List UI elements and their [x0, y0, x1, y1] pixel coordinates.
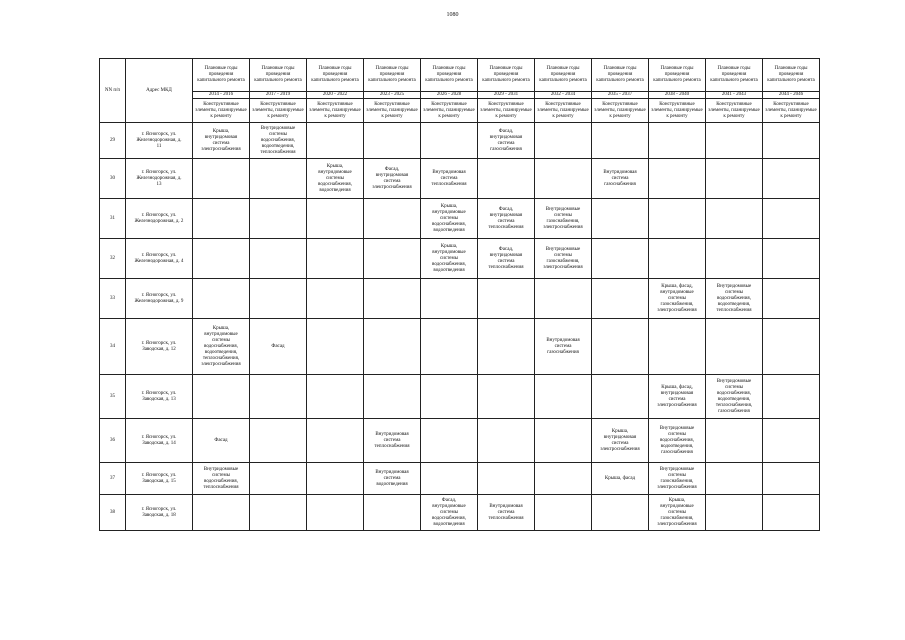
work-cell: [421, 419, 478, 463]
subheader-cell: Конструктивные элементы, планируемые к ремонту: [649, 99, 706, 123]
work-cell: [193, 239, 250, 279]
work-cell: [535, 495, 592, 531]
work-cell: Внутридомовая система теплоснабжения: [478, 495, 535, 531]
work-cell: [478, 319, 535, 375]
work-cell: [364, 279, 421, 319]
period-years: 2029 - 2031: [478, 92, 535, 99]
work-cell: Крыша, фасад, внутридомовые системы газоснабжения, электроснабжения: [649, 279, 706, 319]
table-row: [100, 239, 820, 279]
row-number: 36: [100, 419, 126, 463]
table-row: [100, 319, 820, 375]
work-cell: [421, 123, 478, 159]
work-cell: [478, 279, 535, 319]
period-years: 2041 - 2043: [706, 92, 763, 99]
address-cell: г. Ясногорск, ул. Заводская, д. 14: [126, 419, 193, 463]
subheader-cell: Конструктивные элементы, планируемые к ремонту: [535, 99, 592, 123]
work-cell: Внутридомовые системы водоснабжения, водоотведения, теплоснабжения: [250, 123, 307, 159]
address-header: Адрес МКД: [126, 59, 193, 123]
work-cell: [535, 463, 592, 495]
header-row: [100, 59, 820, 92]
table-row: [100, 279, 820, 319]
period-years: 2038 - 2040: [649, 92, 706, 99]
work-cell: [307, 495, 364, 531]
work-cell: Внутридомовые системы газоснабжения, электроснабжения: [535, 199, 592, 239]
work-cell: [535, 159, 592, 199]
work-cell: [535, 279, 592, 319]
period-title: Плановые годы проведения капитального ремонта: [307, 59, 364, 92]
subheader-cell: Конструктивные элементы, планируемые к ремонту: [250, 99, 307, 123]
page-number: 1080: [446, 12, 459, 18]
work-cell: [250, 463, 307, 495]
subheader-cell: Конструктивные элементы, планируемые к ремонту: [193, 99, 250, 123]
address-cell: г. Ясногорск, ул. Заводская, д. 12: [126, 319, 193, 375]
work-cell: Внутридомовые системы водоснабжения, водоотведения, теплоснабжения: [706, 279, 763, 319]
work-cell: [592, 123, 649, 159]
work-cell: [763, 375, 820, 419]
address-cell: г. Ясногорск, ул. Заводская, д. 15: [126, 463, 193, 495]
work-cell: [535, 375, 592, 419]
row-number: 34: [100, 319, 126, 375]
work-cell: [535, 123, 592, 159]
subheader-cell: Конструктивные элементы, планируемые к ремонту: [478, 99, 535, 123]
work-cell: [250, 239, 307, 279]
work-cell: Фасад, внутридомовые системы водоснабжения, водоотведения: [421, 495, 478, 531]
work-cell: [592, 199, 649, 239]
work-cell: Внутридомовая система газоснабжения: [592, 159, 649, 199]
work-cell: [763, 199, 820, 239]
work-cell: Фасад, внутридомовая система теплоснабжения: [478, 199, 535, 239]
period-years: 2026 - 2028: [421, 92, 478, 99]
period-title: Плановые годы проведения капитального ремонта: [763, 59, 820, 92]
row-number: 37: [100, 463, 126, 495]
table-row: [100, 463, 820, 495]
work-cell: [649, 199, 706, 239]
work-cell: [193, 279, 250, 319]
row-number: 33: [100, 279, 126, 319]
work-cell: [193, 159, 250, 199]
address-cell: г. Ясногорск, ул. Железнодорожная, д. 4: [126, 239, 193, 279]
work-cell: Крыша, внутридомовые системы водоснабжения, водоотведения: [421, 199, 478, 239]
work-cell: [649, 123, 706, 159]
table-body: [100, 123, 820, 531]
period-years: 2014 - 2016: [193, 92, 250, 99]
work-cell: [364, 239, 421, 279]
work-cell: [763, 463, 820, 495]
subheader-row: [100, 99, 820, 123]
row-number: 38: [100, 495, 126, 531]
address-cell: г. Ясногорск, ул. Железнодорожная, д. 9: [126, 279, 193, 319]
address-cell: г. Ясногорск, ул. Железнодорожная, д. 2: [126, 199, 193, 239]
table-row: [100, 375, 820, 419]
work-cell: Внутридомовые системы водоснабжения, водоотведения, газоснабжения: [649, 419, 706, 463]
work-cell: [250, 159, 307, 199]
row-number: 32: [100, 239, 126, 279]
work-cell: [364, 199, 421, 239]
work-cell: [421, 319, 478, 375]
work-cell: [250, 495, 307, 531]
work-cell: [706, 123, 763, 159]
subheader-cell: Конструктивные элементы, планируемые к ремонту: [307, 99, 364, 123]
subheader-cell: Конструктивные элементы, планируемые к ремонту: [706, 99, 763, 123]
work-cell: Фасад, внутридомовая система газоснабжения: [478, 123, 535, 159]
work-cell: Крыша, внутридомовые системы водоснабжения, водоотведения: [307, 159, 364, 199]
period-years: 2032 - 2034: [535, 92, 592, 99]
period-title: Плановые годы проведения капитального ремонта: [193, 59, 250, 92]
work-cell: [649, 239, 706, 279]
work-cell: Крыша, внутридомовая система электроснабжения: [592, 419, 649, 463]
subheader-cell: Конструктивные элементы, планируемые к ремонту: [364, 99, 421, 123]
work-cell: [478, 419, 535, 463]
work-cell: [592, 495, 649, 531]
work-cell: [478, 463, 535, 495]
work-cell: [193, 495, 250, 531]
work-cell: Крыша, внутридомовая система электроснабжения: [193, 123, 250, 159]
work-cell: [364, 319, 421, 375]
work-cell: [307, 199, 364, 239]
row-number: 29: [100, 123, 126, 159]
work-cell: [763, 279, 820, 319]
work-cell: [193, 199, 250, 239]
address-cell: г. Ясногорск, ул. Железнодорожная, д. 13: [126, 159, 193, 199]
work-cell: [193, 375, 250, 419]
work-cell: [364, 495, 421, 531]
work-cell: [706, 495, 763, 531]
work-cell: Фасад, внутридомовая система электроснабжения: [364, 159, 421, 199]
work-cell: [250, 279, 307, 319]
work-cell: [364, 123, 421, 159]
work-cell: [307, 375, 364, 419]
work-cell: [421, 463, 478, 495]
work-cell: [706, 159, 763, 199]
work-cell: [421, 279, 478, 319]
table-row: [100, 495, 820, 531]
work-cell: [763, 123, 820, 159]
work-cell: [592, 319, 649, 375]
address-cell: г. Ясногорск, ул. Заводская, д. 18: [126, 495, 193, 531]
work-cell: [706, 319, 763, 375]
work-cell: [763, 495, 820, 531]
work-cell: [535, 419, 592, 463]
work-cell: [706, 463, 763, 495]
period-title: Плановые годы проведения капитального ремонта: [478, 59, 535, 92]
work-cell: [250, 375, 307, 419]
table-row: [100, 419, 820, 463]
work-cell: Фасад: [250, 319, 307, 375]
work-cell: [649, 319, 706, 375]
work-cell: Крыша, внутридомовые системы газоснабжения, электроснабжения: [649, 495, 706, 531]
work-cell: Внутридомовая система теплоснабжения: [364, 419, 421, 463]
table-row: [100, 159, 820, 199]
work-cell: [706, 239, 763, 279]
period-title: Плановые годы проведения капитального ремонта: [649, 59, 706, 92]
work-cell: [592, 279, 649, 319]
repair-plan-table: [99, 58, 820, 531]
work-cell: [307, 123, 364, 159]
period-years: 2044 - 2046: [763, 92, 820, 99]
work-cell: Внутридомовые системы газоснабжения, электроснабжения: [649, 463, 706, 495]
period-title: Плановые годы проведения капитального ремонта: [535, 59, 592, 92]
period-title: Плановые годы проведения капитального ремонта: [706, 59, 763, 92]
subheader-cell: Конструктивные элементы, планируемые к ремонту: [592, 99, 649, 123]
period-title: Плановые годы проведения капитального ремонта: [250, 59, 307, 92]
period-title: Плановые годы проведения капитального ремонта: [364, 59, 421, 92]
work-cell: [307, 239, 364, 279]
row-number: 31: [100, 199, 126, 239]
period-years: 2035 - 2037: [592, 92, 649, 99]
work-cell: [763, 159, 820, 199]
work-cell: [478, 375, 535, 419]
table-row: [100, 199, 820, 239]
period-years: 2017 - 2019: [250, 92, 307, 99]
work-cell: [307, 279, 364, 319]
work-cell: [706, 419, 763, 463]
work-cell: Внутридомовые системы водоснабжения, теплоснабжения: [193, 463, 250, 495]
row-number: 30: [100, 159, 126, 199]
work-cell: [421, 375, 478, 419]
work-cell: Внутридомовые системы газоснабжения, электроснабжения: [535, 239, 592, 279]
subheader-cell: Конструктивные элементы, планируемые к ремонту: [421, 99, 478, 123]
work-cell: Внутридомовые системы водоснабжения, водоотведения, теплоснабжения, газоснабжения: [706, 375, 763, 419]
table-row: [100, 123, 820, 159]
period-years: 2020 - 2022: [307, 92, 364, 99]
work-cell: Внутридомовая система газоснабжения: [535, 319, 592, 375]
period-title: Плановые годы проведения капитального ремонта: [421, 59, 478, 92]
work-cell: Внутридомовая система водоотведения: [364, 463, 421, 495]
work-cell: [763, 419, 820, 463]
work-cell: [364, 375, 421, 419]
work-cell: [250, 419, 307, 463]
work-cell: [763, 319, 820, 375]
work-cell: Крыша, внутридомовые системы водоснабжения, водоотведения, теплоснабжения, электроснабжения: [193, 319, 250, 375]
work-cell: [250, 199, 307, 239]
work-cell: [592, 375, 649, 419]
work-cell: Фасад, внутридомовая система теплоснабжения: [478, 239, 535, 279]
work-cell: [307, 419, 364, 463]
period-years: 2023 - 2025: [364, 92, 421, 99]
work-cell: [649, 159, 706, 199]
address-cell: г. Ясногорск, ул. Заводская, д. 13: [126, 375, 193, 419]
work-cell: [763, 239, 820, 279]
work-cell: [478, 159, 535, 199]
work-cell: [307, 463, 364, 495]
work-cell: [706, 199, 763, 239]
num-header: NN п/п: [100, 59, 126, 123]
subheader-cell: Конструктивные элементы, планируемые к ремонту: [763, 99, 820, 123]
years-row: [100, 92, 820, 99]
work-cell: Крыша, внутридомовые системы водоснабжения, водоотведения: [421, 239, 478, 279]
work-cell: Внутридомовая система теплоснабжения: [421, 159, 478, 199]
work-cell: [592, 239, 649, 279]
period-title: Плановые годы проведения капитального ремонта: [592, 59, 649, 92]
row-number: 35: [100, 375, 126, 419]
work-cell: Крыша, фасад, внутридомовая система электроснабжения: [649, 375, 706, 419]
work-cell: Фасад: [193, 419, 250, 463]
address-cell: г. Ясногорск, ул. Железнодорожная, д. 11: [126, 123, 193, 159]
work-cell: Крыша, фасад: [592, 463, 649, 495]
work-cell: [307, 319, 364, 375]
